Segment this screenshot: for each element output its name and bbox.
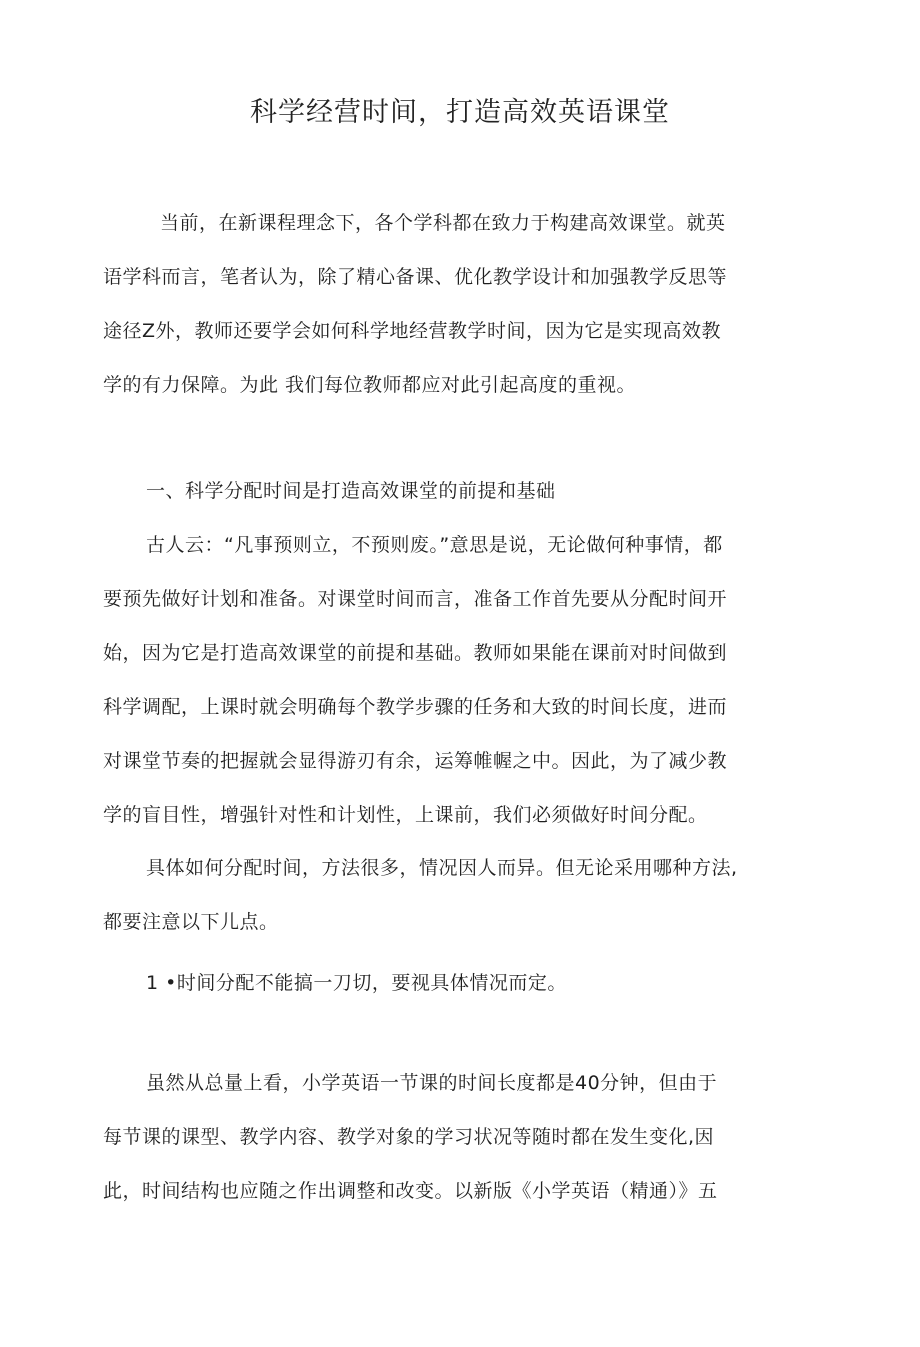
list-item: 1 •时间分配不能搞一刀切，要视具体情况而定。 — [146, 972, 567, 994]
paragraph-line: 当前，在新课程理念下，各个学科都在致力于构建高效课堂。就英 — [160, 212, 726, 234]
paragraph-line: 都要注意以下儿点。 — [103, 911, 279, 933]
section-heading: 一、科学分配时间是打造高效课堂的前提和基础 — [146, 480, 556, 502]
paragraph-line: 要预先做好计划和准备。对课堂时间而言，准备工作首先要从分配时间开 — [103, 588, 728, 610]
paragraph-line: 科学调配，上课时就会明确每个教学步骤的任务和大致的时间长度，进而 — [103, 696, 728, 718]
paragraph-line: 语学科而言，笔者认为，除了精心备课、优化教学设计和加强教学反思等 — [103, 266, 728, 288]
paragraph-line: 古人云：“凡事预则立，不预则废。”意思是说，无论做何种事情，都 — [146, 534, 723, 556]
paragraph-line: 每节课的课型、教学内容、教学对象的学习状况等随时都在发生变化,因 — [103, 1126, 715, 1148]
paragraph-line: 途径Z外，教师还要学会如何科学地经营教学时间，因为它是实现高效教 — [103, 320, 722, 342]
paragraph-line: 学的盲目性，增强针对性和计划性，上课前，我们必须做好时间分配。 — [103, 804, 708, 826]
paragraph-line: 始，因为它是打造高效课堂的前提和基础。教师如果能在课前对时间做到 — [103, 642, 728, 664]
page-title: 科学经营时间，打造高效英语课堂 — [250, 97, 670, 128]
paragraph-line: 学的有力保障。为此 我们每位教师都应对此引起高度的重视。 — [103, 374, 637, 396]
paragraph-line: 对课堂节奏的把握就会显得游刃有余，运筹帷幄之中。因此，为了减少教 — [103, 750, 728, 772]
paragraph-line: 虽然从总量上看，小学英语一节课的时间长度都是40分钟，但由于 — [146, 1072, 718, 1094]
paragraph-line: 具体如何分配时间，方法很多，情况因人而异。但无论采用哪种方法, — [146, 857, 738, 879]
paragraph-line: 此，时间结构也应随之作出调整和改变。以新版《小学英语（精通）》五 — [103, 1180, 718, 1202]
